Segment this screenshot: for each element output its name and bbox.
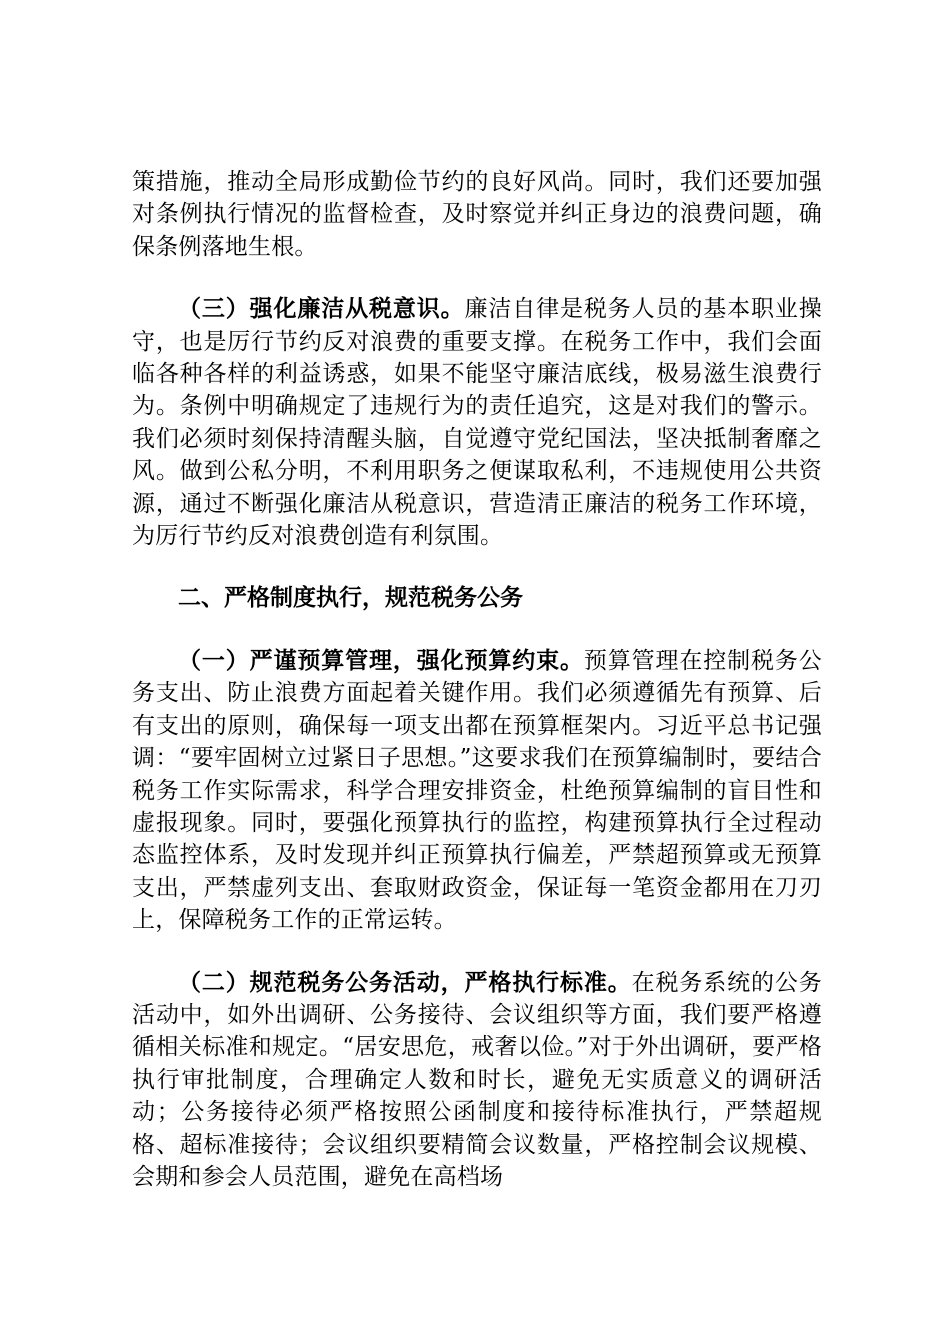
paragraph-lead-title: （一）严谨预算管理，强化预算约束。 (178, 647, 584, 674)
paragraph-lead-title: （三）强化廉洁从税意识。 (178, 296, 465, 323)
paragraph-lead-title: （二）规范税务公务活动，严格执行标准。 (178, 969, 632, 996)
paragraph-text: 策措施，推动全局形成勤俭节约的良好风尚。同时，我们还要加强对条例执行情况的监督检查，及时察觉并纠正身边的浪费问题，确保条例落地生根。 (132, 169, 822, 260)
paragraph-integrity-awareness (132, 293, 822, 552)
paragraph-official-activities (132, 967, 822, 1194)
paragraph-text: 廉洁自律是税务人员的基本职业操守，也是厉行节约反对浪费的重要支撑。在税务工作中，我们会面临各种各样的利益诱惑，如果不能坚守廉洁底线，极易滋生浪费行为。条例中明确规定了违规行为的责任追究，这是对我们的警示。我们必须时刻保持清醒头脑，自觉遵守党纪国法，坚决抵制奢靡之风。做到公私分明，不利用职务之便谋取私利，不违规使用公共资源，通过不断强化廉洁从税意识，营造清正廉洁的税务工作环境，为厉行节约反对浪费创造有利氛围。 (132, 296, 823, 550)
paragraph-text: 在税务系统的公务活动中，如外出调研、公务接待、会议组织等方面，我们要严格遵循相关标准和规定。“居安思危，戒奢以俭。”对于外出调研，要严格执行审批制度，合理确定人数和时长，避免无实质意义的调研活动；公务接待必须严格按照公函制度和接待标准执行，严禁超规格、超标准接待；会议组织要精简会议数量，严格控制会议规模、会期和参会人员范围，避免在高档场 (132, 969, 822, 1190)
section-heading: 二、严格制度执行，规范税务公务 (178, 585, 523, 612)
document-page (132, 166, 822, 1193)
paragraph-gap (132, 615, 822, 645)
paragraph-budget-management (132, 645, 822, 937)
paragraph-continuation (132, 166, 822, 263)
paragraph-text: 预算管理在控制税务公务支出、防止浪费方面起着关键作用。我们必须遵循先有预算、后有支出的原则，确保每一项支出都在预算框架内。习近平总书记强调：“要牢固树立过紧日子思想。”这要求我们在预算编制时，要结合税务工作实际需求，科学合理安排资金，杜绝预算编制的盲目性和虚报现象。同时，要强化预算执行的监控，构建预算执行全过程动态监控体系，及时发现并纠正预算执行偏差，严禁超预算或无预算支出，严禁虚列支出、套取财政资金，保证每一笔资金都用在刀刃上，保障税务工作的正常运转。 (132, 647, 822, 934)
paragraph-gap (132, 937, 822, 967)
paragraph-gap (132, 552, 822, 582)
paragraph-gap (132, 263, 822, 293)
